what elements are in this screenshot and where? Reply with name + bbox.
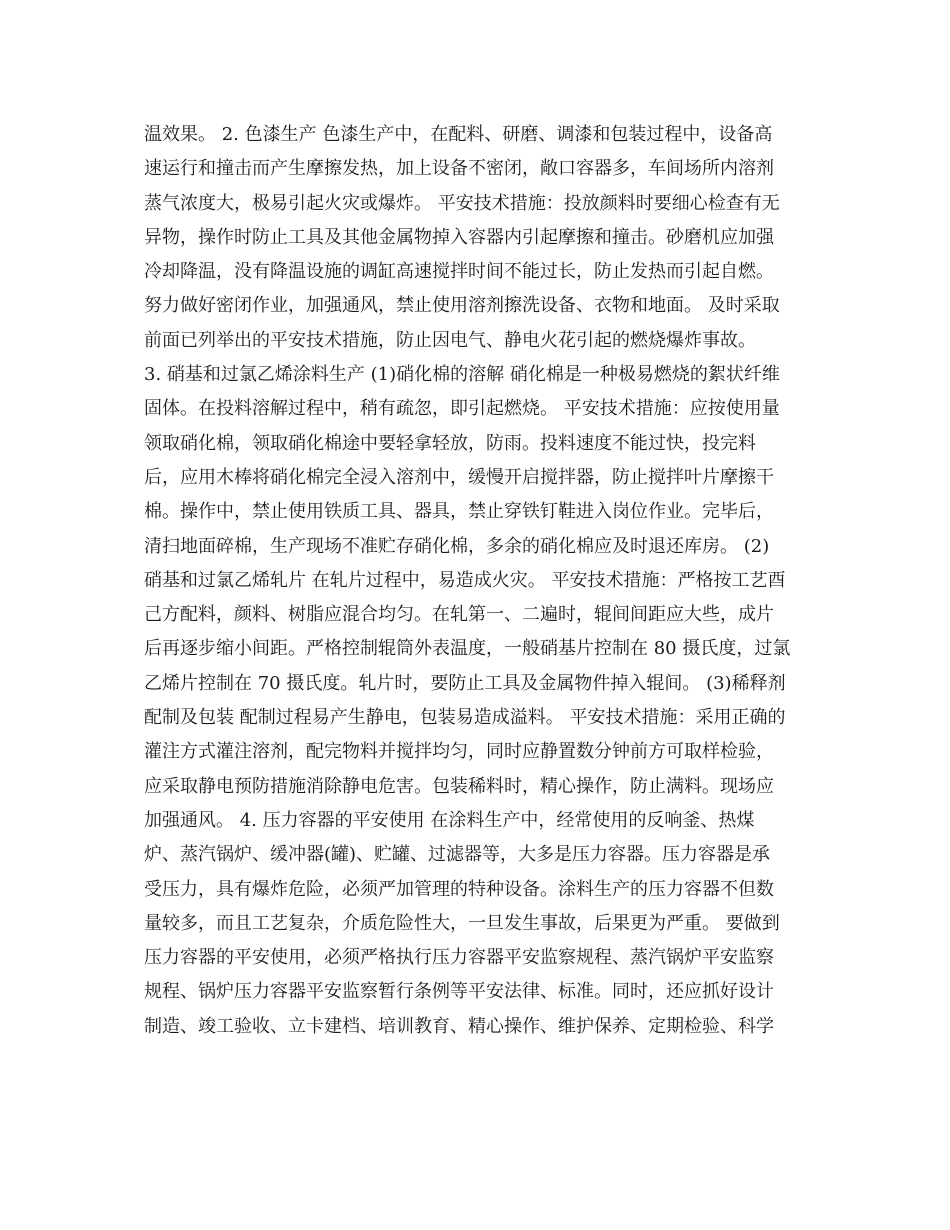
text-line: 后再逐步缩小间距。严格控制辊筒外表温度，一般硝基片控制在 80 摄氏度，过氯 (144, 638, 791, 660)
text-line: 灌注方式灌注溶剂，配完物料并搅拌均匀，同时应静置数分钟前方可取样检验， (144, 741, 774, 763)
text-line: 努力做好密闭作业，加强通风，禁止使用溶剂擦洗设备、衣物和地面。 及时采取 (144, 295, 780, 317)
text-line: 固体。在投料溶解过程中，稍有疏忽，即引起燃烧。 平安技术措施：应按使用量 (144, 398, 780, 420)
text-line: 硝基和过氯乙烯轧片 在轧片过程中，易造成火灾。 平安技术措施：严格按工艺酉 (144, 569, 786, 591)
text-line: 清扫地面碎棉，生产现场不准贮存硝化棉，多余的硝化棉应及时退还库房。 (2) (144, 535, 770, 557)
text-line: 异物，操作时防止工具及其他金属物掉入容器内引起摩擦和撞击。砂磨机应加强 (144, 226, 774, 248)
text-line: 制造、竣工验收、立卡建档、培训教育、精心操作、维护保养、定期检验、科学 (144, 1015, 774, 1037)
text-line: 温效果。 2. 色漆生产 色漆生产中，在配料、研磨、调漆和包装过程中，设备高 (144, 124, 773, 145)
text-line: 受压力，具有爆炸危险，必须严加管理的特种设备。涂料生产的压力容器不但数 (144, 878, 774, 900)
text-line: 前面已列举出的平安技术措施，防止因电气、静电火花引起的燃烧爆炸事故。 (144, 329, 756, 351)
text-line: 领取硝化棉，领取硝化棉途中要轻拿轻放，防雨。投料速度不能过快，投完料 (144, 432, 756, 454)
text-line: 冷却降温，没有降温设施的调缸高速搅拌时间不能过长，防止发热而引起自燃。 (144, 261, 774, 283)
body-text (144, 118, 814, 1044)
text-line: 加强通风。 4. 压力容器的平安使用 在涂料生产中，经常使用的反响釜、热煤 (144, 809, 755, 831)
text-line: 己方配料，颜料、树脂应混合均匀。在轧第一、二遍时，辊间间距应大些，成片 (144, 604, 774, 626)
text-line: 后，应用木棒将硝化棉完全浸入溶剂中，缓慢开启搅拌器，防止搅拌叶片摩擦干 (144, 466, 774, 488)
text-line: 压力容器的平安使用，必须严格执行压力容器平安监察规程、蒸汽锅炉平安监察 (144, 947, 774, 969)
text-line: 炉、蒸汽锅炉、缓冲器(罐)、贮罐、过滤器等，大多是压力容器。压力容器是承 (144, 844, 771, 866)
text-line: 量较多，而且工艺复杂，介质危险性大，一旦发生事故，后果更为严重。 要做到 (144, 912, 780, 934)
text-line: 蒸气浓度大，极易引起火灾或爆炸。 平安技术措施：投放颜料时要细心检查有无 (144, 192, 780, 214)
text-line: 应采取静电预防措施消除静电危害。包装稀料时，精心操作，防止满料。现场应 (144, 775, 774, 797)
text-line: 乙烯片控制在 70 摄氏度。轧片时，要防止工具及金属物件掉入辊间。 (3)稀释剂 (144, 672, 786, 694)
text-line: 棉。操作中，禁止使用铁质工具、器具，禁止穿铁钉鞋进入岗位作业。完毕后， (144, 501, 774, 523)
text-line: 规程、锅炉压力容器平安监察暂行条例等平安法律、标准。同时，还应抓好设计 (144, 981, 774, 1003)
text-line: 配制及包装 配制过程易产生静电，包装易造成溢料。 平安技术措施：采用正确的 (144, 707, 786, 729)
text-line: 速运行和撞击而产生摩擦发热，加上设备不密闭，敞口容器多，车间场所内溶剂 (144, 158, 774, 180)
text-line: 3. 硝基和过氯乙烯涂料生产 (1)硝化棉的溶解 硝化棉是一种极易燃烧的絮状纤维 (144, 364, 780, 386)
